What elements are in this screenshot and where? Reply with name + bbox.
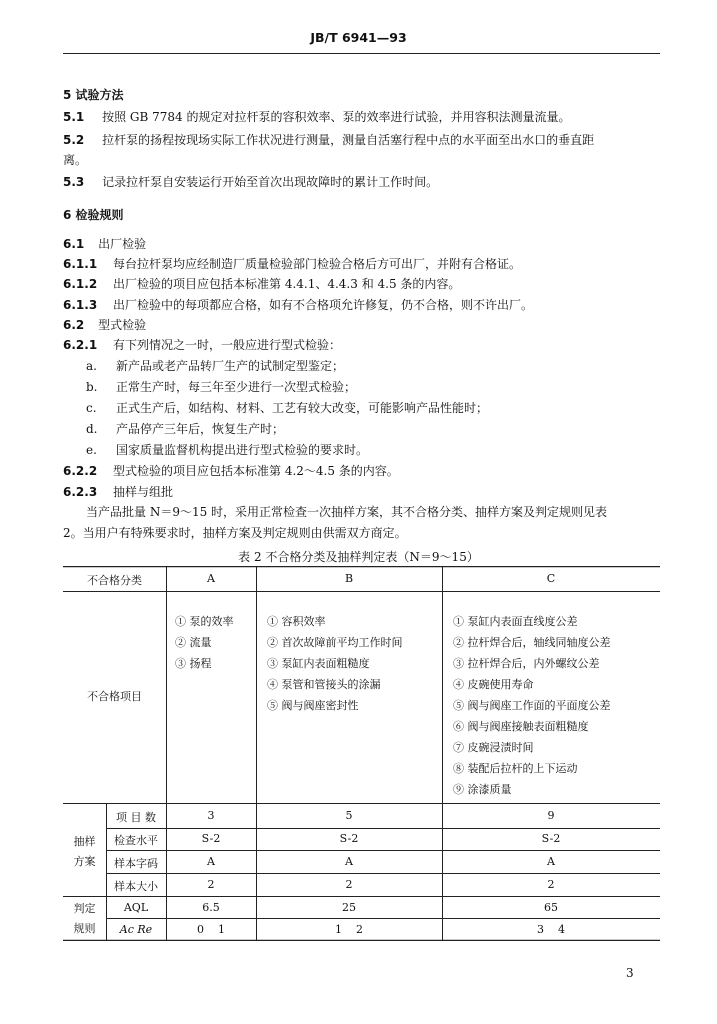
row-label-aql: AQL (123, 901, 149, 914)
clause-number: 5.1 (63, 110, 85, 124)
list-item: ③ 扬程 (175, 657, 212, 670)
nonconformity-table (63, 566, 660, 941)
clause-text: 记录拉杆泵自安装运行开始至首次出现故障时的累计工作时间。 (102, 175, 439, 189)
list-item (86, 400, 488, 417)
clause-text: 每台拉杆泵均应经制造厂质量检验部门检验合格后方可出厂，并附有合格证。 (113, 257, 522, 271)
cell-c: 3 4 (537, 923, 565, 936)
list-marker: e. (86, 443, 97, 457)
column-header-category: 不合格分类 (87, 574, 142, 587)
list-text: 国家质量监督机构提出进行型式检验的要求时。 (116, 443, 369, 457)
cell-b: 1 2 (335, 923, 363, 936)
list-item (86, 358, 344, 375)
clause-number: 5.3 (63, 175, 85, 189)
section-6-heading: 6 检验规则 (63, 208, 124, 222)
clause-number: 6.1 (63, 237, 85, 251)
clause-6-1-1 (63, 256, 521, 273)
clause-text: 出厂检验中的每项都应合格，如有不合格项允许修复，仍不合格，则不许出厂。 (113, 298, 534, 312)
cell-a: 6.5 (202, 901, 220, 914)
list-item: ② 拉杆焊合后，轴线同轴度公差 (453, 636, 611, 649)
clause-text: 出厂检验的项目应包括本标准第 4.4.1、4.4.3 和 4.5 条的内容。 (113, 277, 461, 291)
list-item: ① 泵的效率 (175, 615, 234, 628)
sampling-plan-label (63, 832, 106, 872)
list-item: ⑨ 涂漆质量 (453, 783, 512, 796)
list-item: ⑧ 装配后拉杆的上下运动 (453, 762, 578, 775)
list-item: ⑥ 阀与阀座接触表面粗糙度 (453, 720, 589, 733)
clause-6-2-1 (63, 337, 341, 354)
clause-title: 抽样与组批 (113, 485, 174, 499)
list-marker: a. (86, 359, 97, 373)
clause-6-1-3 (63, 297, 533, 314)
clause-title: 出厂检验 (98, 237, 147, 251)
cell-b: A (345, 855, 353, 868)
clause-5-1 (63, 109, 570, 126)
clause-6-2-2 (63, 463, 399, 480)
list-marker: c. (86, 401, 97, 415)
cell-c: 2 (547, 878, 555, 891)
list-item: ① 容积效率 (267, 615, 326, 628)
list-text: 正常生产时，每三年至少进行一次型式检验； (116, 380, 357, 394)
items-list-c (453, 611, 611, 800)
items-list-b (267, 611, 403, 716)
cell-b: S-2 (339, 832, 359, 845)
label-line: 判定 (73, 902, 96, 915)
list-item: ⑦ 皮碗浸渍时间 (453, 741, 534, 754)
sampling-paragraph-line-1: 当产品批量 N＝9～15 时，采用正常检查一次抽样方案，其不合格分类、抽样方案及判定规则见表 (86, 505, 608, 519)
list-text: 正式生产后，如结构、材料、工艺有较大改变，可能影响产品性能时； (116, 401, 489, 415)
cell-c: S-2 (541, 832, 561, 845)
list-item (86, 379, 356, 396)
list-item: ④ 泵管和管接头的涂漏 (267, 678, 381, 691)
label-line: 抽样 (73, 835, 96, 848)
list-item: ③ 拉杆焊合后，内外螺纹公差 (453, 657, 600, 670)
list-item: ④ 皮碗使用寿命 (453, 678, 534, 691)
cell-c: 9 (547, 809, 555, 822)
row-label-sample-size: 样本大小 (114, 880, 158, 893)
clause-6-2 (63, 317, 146, 334)
clause-number: 6.2.3 (63, 485, 98, 499)
list-item: ⑤ 阀与阀座密封性 (267, 699, 359, 712)
cell-c: A (547, 855, 555, 868)
table-caption: 表 2 不合格分类及抽样判定表（N＝9～15） (238, 550, 479, 564)
list-text: 产品停产三年后，恢复生产时； (116, 422, 285, 436)
clause-number: 6.1.3 (63, 298, 98, 312)
column-header-b: B (344, 572, 354, 585)
header-rule (63, 53, 660, 54)
row-label-ac-re: Ac Re (119, 923, 153, 936)
cell-b: 25 (342, 901, 356, 914)
column-header-c: C (546, 572, 556, 585)
sampling-paragraph-line-2: 2。当用户有特殊要求时，抽样方案及判定规则由供需双方商定。 (63, 526, 407, 540)
clause-text: 按照 GB 7784 的规定对拉杆泵的容积效率、泵的效率进行试验，并用容积法测量流量。 (102, 110, 571, 124)
cell-a: 0 1 (197, 923, 225, 936)
clause-number: 5.2 (63, 133, 85, 147)
cell-b: 5 (345, 809, 353, 822)
standard-number: JB/T 6941—93 (310, 30, 407, 45)
list-item: ③ 泵缸内表面粗糙度 (267, 657, 370, 670)
row-header-items: 不合格项目 (87, 690, 142, 703)
clause-6-1-2 (63, 276, 460, 293)
list-marker: b. (86, 380, 98, 394)
clause-text: 有下列情况之一时，一般应进行型式检验： (113, 338, 342, 352)
clause-title: 型式检验 (98, 318, 147, 332)
cell-a: 3 (207, 809, 215, 822)
list-item: ① 泵缸内表面直线度公差 (453, 615, 578, 628)
cell-a: A (207, 855, 215, 868)
list-item (86, 442, 368, 459)
label-line: 方案 (73, 855, 96, 868)
list-item: ② 首次故障前平均工作时间 (267, 636, 403, 649)
page-number: 3 (626, 966, 634, 980)
clause-number: 6.2.1 (63, 338, 98, 352)
clause-text: 型式检验的项目应包括本标准第 4.2～4.5 条的内容。 (113, 464, 399, 478)
list-marker: d. (86, 422, 98, 436)
clause-5-3 (63, 174, 438, 191)
cell-a: S-2 (201, 832, 221, 845)
list-text: 新产品或老产品转厂生产的试制定型鉴定； (116, 359, 345, 373)
row-label-item-count: 项 目 数 (116, 811, 156, 824)
clause-number: 6.2 (63, 318, 85, 332)
clause-6-1 (63, 236, 146, 253)
list-item: ⑤ 阀与阀座工作面的平面度公差 (453, 699, 611, 712)
cell-b: 2 (345, 878, 353, 891)
clause-5-2 (63, 132, 594, 149)
clause-number: 6.1.1 (63, 257, 98, 271)
label-line: 规则 (73, 922, 96, 935)
row-label-sample-code: 样本字码 (114, 857, 158, 870)
list-item: ② 流量 (175, 636, 212, 649)
section-5-heading: 5 试验方法 (63, 88, 124, 102)
clause-number: 6.2.2 (63, 464, 98, 478)
column-header-a: A (207, 572, 215, 585)
row-label-inspection-level: 检查水平 (114, 834, 158, 847)
clause-5-2-continued: 离。 (63, 153, 88, 167)
judgment-rule-label (63, 899, 106, 939)
cell-c: 65 (544, 901, 558, 914)
cell-a: 2 (207, 878, 215, 891)
list-item (86, 421, 284, 438)
clause-text: 拉杆泵的扬程按现场实际工作状况进行测量，测量自活塞行程中点的水平面至出水口的垂直距 (102, 133, 595, 147)
clause-number: 6.1.2 (63, 277, 98, 291)
clause-6-2-3 (63, 484, 173, 501)
items-list-a (175, 611, 234, 674)
